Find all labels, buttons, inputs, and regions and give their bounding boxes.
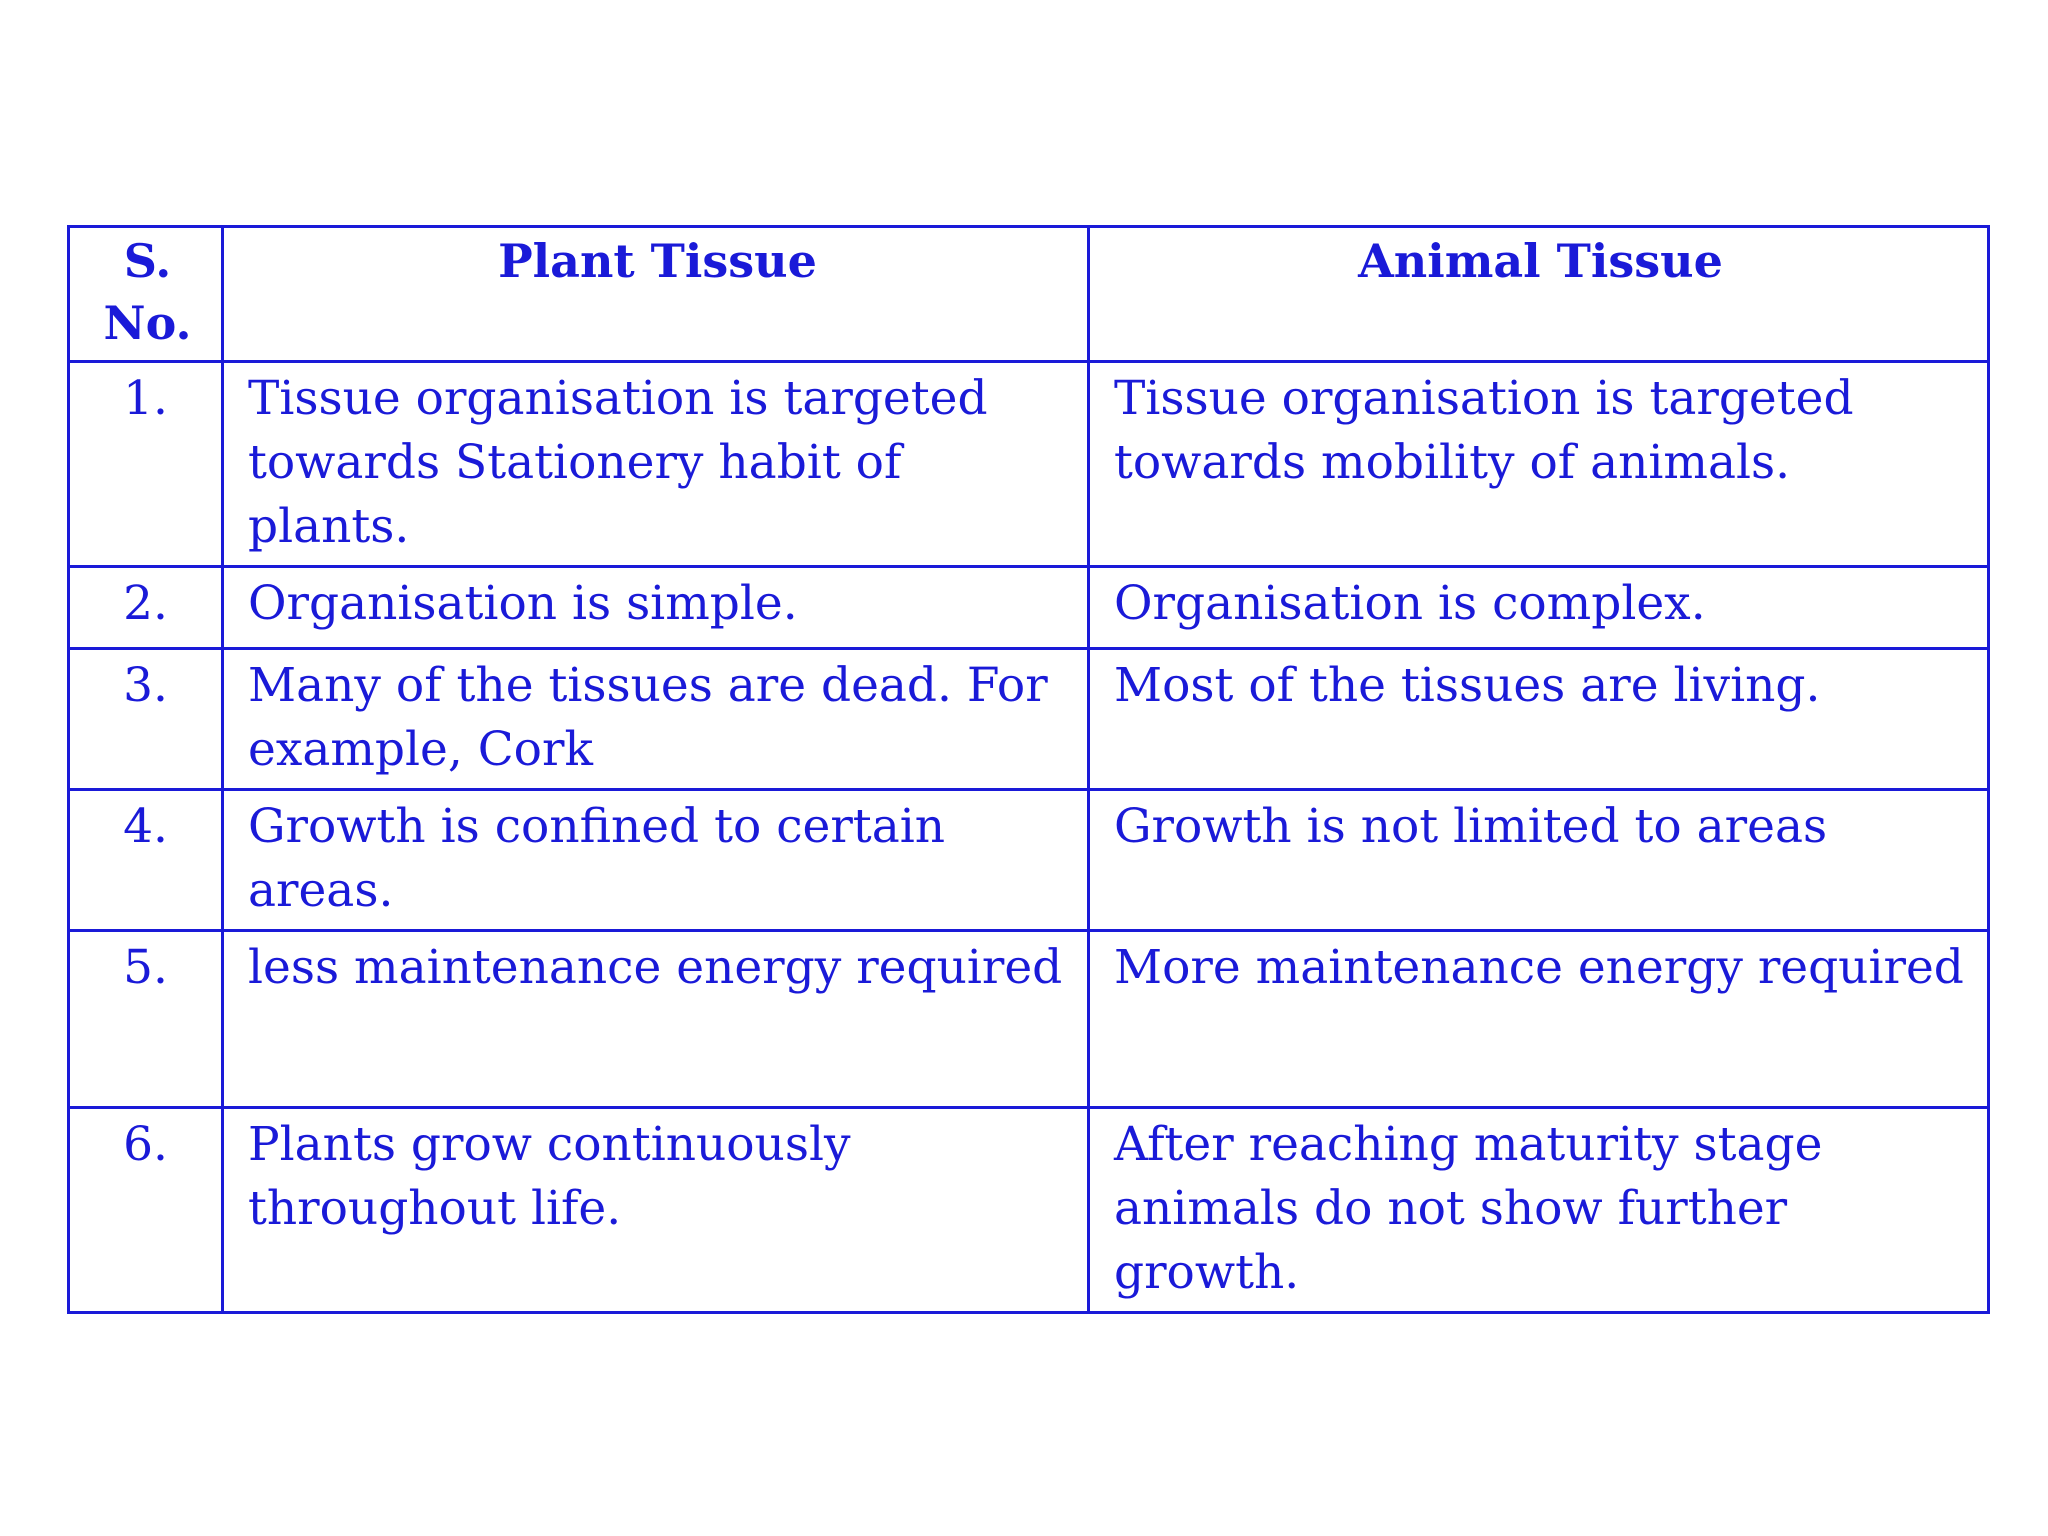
- row-animal-cell: Organisation is complex.: [1089, 567, 1989, 649]
- row-animal-cell: More maintenance energy required: [1089, 931, 1989, 1108]
- plant-vs-animal-tissue-table: [67, 225, 1990, 1314]
- table-row: [69, 790, 1989, 931]
- row-serial-number: 1.: [69, 362, 223, 567]
- row-serial-number: 4.: [69, 790, 223, 931]
- row-plant-cell: Organisation is simple.: [223, 567, 1089, 649]
- table-row: [69, 362, 1989, 567]
- header-plant-tissue: Plant Tissue: [223, 227, 1089, 362]
- header-serial-number-label-s: S.: [123, 234, 172, 288]
- table-row: [69, 567, 1989, 649]
- row-plant-cell: Tissue organisation is targeted towards Stationery habit of plants.: [223, 362, 1089, 567]
- row-serial-number: 3.: [69, 649, 223, 790]
- row-plant-cell: Plants grow continuously throughout life.: [223, 1108, 1089, 1313]
- row-animal-cell: Tissue organisation is targeted towards mobility of animals.: [1089, 362, 1989, 567]
- table-row: [69, 649, 1989, 790]
- row-serial-number: 6.: [69, 1108, 223, 1313]
- header-serial-number-label-no: No.: [103, 296, 192, 350]
- row-serial-number: 2.: [69, 567, 223, 649]
- table-row: [69, 931, 1989, 1108]
- row-plant-cell: Growth is confined to certain areas.: [223, 790, 1089, 931]
- row-serial-number: 5.: [69, 931, 223, 1108]
- row-animal-cell: After reaching maturity stage animals do not show further growth.: [1089, 1108, 1989, 1313]
- row-animal-cell: Most of the tissues are living.: [1089, 649, 1989, 790]
- header-animal-tissue: Animal Tissue: [1089, 227, 1989, 362]
- table-header-row: [69, 227, 1989, 362]
- row-animal-cell: Growth is not limited to areas: [1089, 790, 1989, 931]
- row-plant-cell: Many of the tissues are dead. For example, Cork: [223, 649, 1089, 790]
- table-row: [69, 1108, 1989, 1313]
- row-plant-cell: less maintenance energy required: [223, 931, 1089, 1108]
- comparison-table-container: [67, 225, 1987, 1300]
- header-serial-number: [69, 227, 223, 362]
